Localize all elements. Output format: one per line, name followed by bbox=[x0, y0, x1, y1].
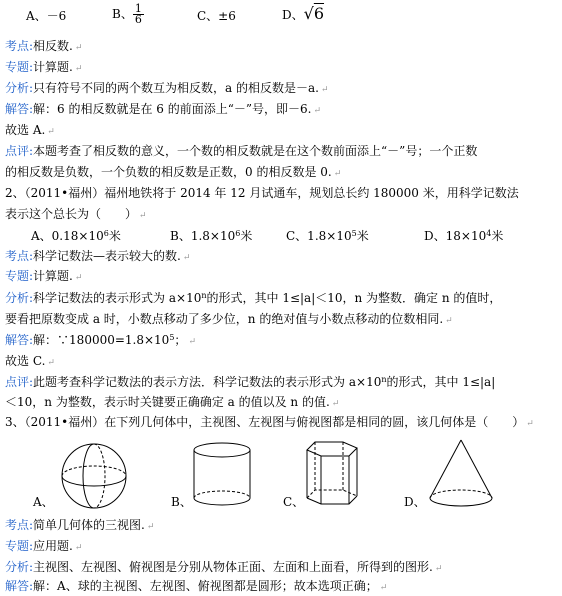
q2-option-d bbox=[424, 228, 503, 244]
q1-jieda-line bbox=[5, 101, 321, 119]
q2-option-c-unit: 米 bbox=[356, 229, 369, 243]
zhuanti-label: 专题: bbox=[5, 269, 34, 283]
q2-option-a-exponent: 6 bbox=[103, 229, 109, 238]
q2-stem-text-1: 2、（2011•福州）福州地铁将于 2014 年 12 月试通车，规划总长约 180000 米，用科学记数法 bbox=[5, 186, 519, 200]
q2-option-d-base: D、18×10 bbox=[424, 229, 487, 243]
kaodian-label: 考点: bbox=[5, 518, 34, 532]
q3-option-d: D、 bbox=[404, 495, 426, 509]
jieda-label: 解答: bbox=[5, 333, 34, 347]
q2-fenxi-line-2 bbox=[5, 311, 453, 329]
q1-jieda-text: 解：6 的相反数就是在 6 的前面添上“－”号，即－6. bbox=[33, 102, 312, 116]
q1-zhuanti-line bbox=[5, 59, 82, 77]
q3-kaodian-line bbox=[5, 517, 154, 535]
q1-option-c: C、±6 bbox=[197, 9, 236, 23]
q1-fenxi-text: 只有符号不同的两个数互为相反数，a 的相反数是－a. bbox=[33, 81, 319, 95]
q1-option-b-fraction bbox=[133, 4, 144, 25]
q3-option-a: A、 bbox=[33, 495, 54, 509]
q1-option-b-prefix: B、 bbox=[112, 7, 133, 21]
q1-option-d-prefix: D、 bbox=[282, 8, 304, 22]
return-mark-icon: ↵ bbox=[47, 127, 55, 137]
return-mark-icon: ↵ bbox=[331, 399, 340, 409]
q2-fenxi-exponent: n bbox=[201, 291, 207, 300]
fraction-denominator: 6 bbox=[134, 13, 142, 26]
q2-fenxi-line-1 bbox=[5, 290, 501, 306]
return-mark-icon: ↵ bbox=[445, 316, 453, 326]
q2-jieda-text-a: 解：∵180000=1.8×10 bbox=[33, 333, 170, 347]
q2-answer-text: 故选 C. bbox=[5, 354, 46, 368]
q1-answer-line bbox=[5, 122, 55, 140]
q2-option-a-unit: 米 bbox=[108, 229, 121, 243]
return-mark-icon: ↵ bbox=[526, 419, 534, 429]
q1-dianping-text-1: 本题考查了相反数的意义，一个数的相反数就是在这个数前面添上“－”号；一个正数 bbox=[33, 144, 478, 158]
fenxi-label: 分析: bbox=[5, 560, 34, 574]
q1-zhuanti-text: 计算题. bbox=[33, 60, 73, 74]
zhuanti-label: 专题: bbox=[5, 539, 34, 553]
q2-dianping-exponent: n bbox=[381, 375, 387, 384]
return-mark-icon: ↵ bbox=[74, 43, 83, 53]
q1-dianping-line-1 bbox=[5, 143, 477, 159]
q3-jieda-line bbox=[5, 578, 387, 596]
return-mark-icon: ↵ bbox=[333, 169, 342, 179]
q2-dianping-text-1b: 的形式，其中 1≤|a| bbox=[386, 375, 496, 389]
q2-kaodian-text: 科学记数法—表示较大的数. bbox=[33, 249, 181, 263]
cone-figure bbox=[426, 436, 496, 512]
sphere-figure bbox=[54, 440, 138, 512]
q2-option-b-exponent: 6 bbox=[235, 229, 241, 238]
q2-option-b-unit: 米 bbox=[240, 229, 253, 243]
q2-fenxi-text-1a: 科学记数法的表示形式为 a×10 bbox=[33, 291, 202, 305]
q3-jieda-text: 解：A、球的主视图、左视图、俯视图都是圆形；故本选项正确； bbox=[33, 579, 378, 593]
q2-answer-line bbox=[5, 353, 55, 371]
return-mark-icon: ↵ bbox=[434, 564, 443, 574]
kaodian-label: 考点: bbox=[5, 249, 34, 263]
q3-option-c: C、 bbox=[283, 495, 305, 509]
q1-dianping-line-2 bbox=[5, 164, 341, 182]
q1-answer-text: 故选 A. bbox=[5, 123, 46, 137]
return-mark-icon: ↵ bbox=[188, 337, 196, 347]
return-mark-icon: ↵ bbox=[74, 64, 83, 74]
q3-stem-line bbox=[5, 414, 534, 432]
q2-option-b-base: B、1.8×10 bbox=[170, 229, 236, 243]
return-mark-icon: ↵ bbox=[379, 583, 388, 593]
q2-option-d-unit: 米 bbox=[491, 229, 504, 243]
q1-fenxi-line bbox=[5, 80, 329, 98]
q2-option-b bbox=[170, 228, 252, 244]
q2-stem-line-1 bbox=[5, 185, 519, 201]
zhuanti-label: 专题: bbox=[5, 60, 34, 74]
return-mark-icon: ↵ bbox=[313, 106, 322, 116]
q3-fenxi-line bbox=[5, 559, 442, 577]
q2-zhuanti-text: 计算题. bbox=[33, 269, 73, 283]
jieda-label: 解答: bbox=[5, 102, 34, 116]
dianping-label: 点评: bbox=[5, 144, 34, 158]
q3-option-b: B、 bbox=[171, 495, 192, 509]
kaodian-label: 考点: bbox=[5, 39, 34, 53]
square-root-icon: √6 bbox=[303, 4, 325, 23]
q2-option-c bbox=[286, 228, 369, 244]
q1-kaodian-text: 相反数. bbox=[33, 39, 73, 53]
radicand: 6 bbox=[313, 4, 325, 23]
q2-zhuanti-line bbox=[5, 268, 82, 286]
q2-kaodian-line bbox=[5, 248, 190, 266]
hexagonal-prism-figure bbox=[303, 436, 363, 512]
q1-kaodian-line bbox=[5, 38, 82, 56]
return-mark-icon: ↵ bbox=[146, 522, 155, 532]
q2-dianping-line-1 bbox=[5, 374, 495, 390]
q2-option-d-exponent: 4 bbox=[486, 229, 492, 238]
q3-fenxi-text: 主视图、左视图、俯视图是分别从物体正面、左面和上面看，所得到的图形. bbox=[33, 560, 433, 574]
return-mark-icon: ↵ bbox=[182, 253, 191, 263]
q2-jieda-exponent: 5 bbox=[169, 333, 175, 342]
q2-dianping-line-2 bbox=[5, 394, 339, 412]
fenxi-label: 分析: bbox=[5, 291, 34, 305]
q1-option-b bbox=[112, 4, 144, 25]
q1-option-a: A、－6 bbox=[26, 9, 67, 23]
q2-jieda-text-b: ； bbox=[174, 333, 187, 347]
q3-zhuanti-text: 应用题. bbox=[33, 539, 73, 553]
q2-stem-text-2: 表示这个总长为（ ） bbox=[5, 207, 138, 221]
q2-dianping-text-2: ＜10，n 为整数，表示时关键要正确确定 a 的值以及 n 的值. bbox=[5, 395, 330, 409]
jieda-label: 解答: bbox=[5, 579, 34, 593]
q2-option-c-exponent: 5 bbox=[351, 229, 357, 238]
q2-option-a-base: A、0.18×10 bbox=[31, 229, 104, 243]
q2-stem-line-2 bbox=[5, 206, 147, 224]
q2-jieda-line bbox=[5, 332, 196, 350]
q2-fenxi-text-2: 要看把原数变成 a 时，小数点移动了多少位，n 的绝对值与小数点移动的位数相同. bbox=[5, 312, 444, 326]
fenxi-label: 分析: bbox=[5, 81, 34, 95]
dianping-label: 点评: bbox=[5, 375, 34, 389]
fraction-numerator: 1 bbox=[134, 2, 142, 15]
q1-option-d bbox=[282, 6, 324, 23]
q1-dianping-text-2: 的相反数是负数，一个负数的相反数是正数，0 的相反数是 0. bbox=[5, 165, 332, 179]
q3-kaodian-text: 简单几何体的三视图. bbox=[33, 518, 145, 532]
q3-zhuanti-line bbox=[5, 538, 82, 556]
return-mark-icon: ↵ bbox=[74, 273, 83, 283]
cylinder-figure bbox=[188, 440, 256, 512]
return-mark-icon: ↵ bbox=[47, 358, 55, 368]
q2-option-c-base: C、1.8×10 bbox=[286, 229, 352, 243]
q2-option-a bbox=[31, 228, 121, 244]
q2-fenxi-text-1b: 的形式，其中 1≤|a|＜10，n 为整数．确定 n 的值时， bbox=[206, 291, 502, 305]
return-mark-icon: ↵ bbox=[321, 85, 329, 95]
q3-stem-text: 3、（2011•福州）在下列几何体中，主视图、左视图与俯视图都是相同的圆，该几何体是（ ） bbox=[5, 415, 525, 429]
return-mark-icon: ↵ bbox=[139, 211, 147, 221]
return-mark-icon: ↵ bbox=[74, 543, 83, 553]
q2-dianping-text-1a: 此题考查科学记数法的表示方法．科学记数法的表示形式为 a×10 bbox=[33, 375, 382, 389]
